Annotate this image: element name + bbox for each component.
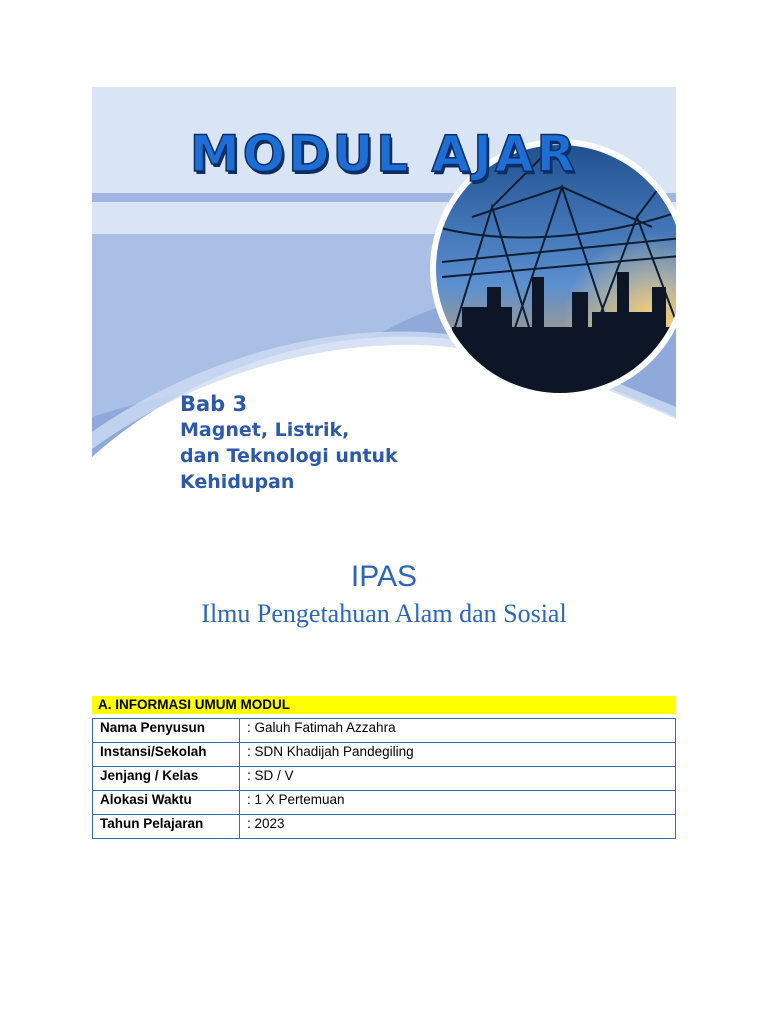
table-row xyxy=(93,743,676,767)
row-label: Nama Penyusun xyxy=(93,719,240,743)
chapter-title-line: Magnet, Listrik, xyxy=(180,419,350,441)
row-value: : Galuh Fatimah Azzahra xyxy=(240,719,676,743)
info-table xyxy=(92,718,676,839)
subject-full-name: Ilmu Pengetahuan Alam dan Sosial xyxy=(201,599,567,628)
module-title: MODUL AJAR xyxy=(189,125,579,183)
table-row xyxy=(93,815,676,839)
chapter-block xyxy=(180,391,398,495)
chapter-title-line: dan Teknologi untuk xyxy=(180,445,398,467)
cover-page xyxy=(92,87,676,680)
row-label: Alokasi Waktu xyxy=(93,791,240,815)
row-value: : SD / V xyxy=(240,767,676,791)
row-label: Instansi/Sekolah xyxy=(93,743,240,767)
table-row xyxy=(93,767,676,791)
row-value: : 2023 xyxy=(240,815,676,839)
table-row xyxy=(93,719,676,743)
row-value: : SDN Khadijah Pandegiling xyxy=(240,743,676,767)
chapter-title-line: Kehidupan xyxy=(180,471,295,493)
row-label: Jenjang / Kelas xyxy=(93,767,240,791)
row-label: Tahun Pelajaran xyxy=(93,815,240,839)
table-row xyxy=(93,791,676,815)
chapter-number: Bab 3 xyxy=(180,392,248,416)
subject-abbrev: IPAS xyxy=(350,560,418,593)
row-value: : 1 X Pertemuan xyxy=(240,791,676,815)
section-heading: A. INFORMASI UMUM MODUL xyxy=(92,696,676,714)
